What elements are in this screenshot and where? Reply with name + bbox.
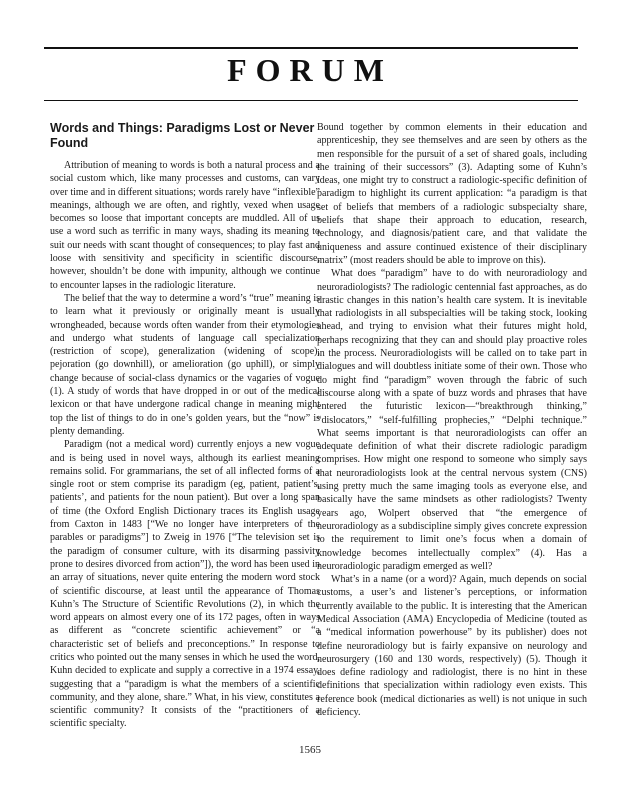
paragraph: Bound together by common elements in their education and apprenticeship, they see themselves and are seen by others as the men responsible for the pursuit of a set of shared goals, including the training of their successors” (3). Adapting some of Kuhn’s ideas, one might try to construct a radiologic-specific definition of paradigm to highlight its current application: “a paradigm is that set of beliefs that members of a radiologic subspecialty share, beliefs that shape their approach to education, research, technology, and diagnosis/patient care, and that validate the uniqueness and assure continued existence of their disciplinary matrix” (most readers should be able to improve on this). <box>317 122 587 266</box>
article-title: Words and Things: Paradigms Lost or Never Found <box>50 121 315 150</box>
paragraph: Paradigm (not a medical word) currently enjoys a new vogue and is being used in novel ways, although its earliest meaning remains solid. For grammarians, the set of all inflected forms of a single root or stem comprise its paradigm (eg, patient, patient’s, patients’, and patients for the noun patient). But over a long span of time (the Oxford English Dictionary traces its English usage from Caxton in 1483 [“We no longer have interpreters of the parables or paradigms”] to Zweig in 1976 [“The television set is the paradigm of consumer culture, with its disarming passivity prone to desires divorced from action”]), the word has been used in an array of situations, never quite entering the modern word stock of scientific discourse, at least until the appearance of Thomas Kuhn’s The Structure of Scientific Revolutions (2), in which the word appears on almost every one of its 172 pages, often in ways as different as “concrete scientific achievement” or “a characteristic set of beliefs and preconceptions.” In response to critics who pointed out the many senses in which he used the word, Kuhn decided to explicate and supply a corrective in a 1974 essay, suggesting that a “paradigm is what the members of a scientific community, and they alone, share.” What, in his view, constitutes a scientific community? It consists of the “practitioners of a scientific specialty. <box>50 439 320 730</box>
section-heading: FORUM <box>227 52 393 88</box>
paragraph: What’s in a name (or a word)? Again, much depends on social customs, a user’s and listener’s perceptions, or information currently available to the public. It is interesting that the American Medical Association (AMA) Encyclopedia of Medicine (touted as a “medical information powerhouse” by its publisher) does not define neuroradiology but is fairly expansive on neurology and neurosurgery (160 and 130 words, respectively) (5). Though it does define radiology and radiologist, there is no hint in these definitions that specialization within radiology even exists. This reference book (medical dictionaries as well) is not unique in such deficiency. <box>317 574 587 719</box>
masthead-bottom-rule <box>44 100 578 101</box>
right-column <box>317 121 587 719</box>
paragraph: The belief that the way to determine a word’s “true” meaning is to learn what it previously or originally meant is usually wrongheaded, because words often wander from their etymologies and undergo what students of language call specialization (restriction of scope), generalization (widening of scope), pejoration (go downhill), or amelioration (go uphill), or simply change because of social-class dynamics or the vagaries of vogue (1). A study of words that have dropped in or out of the medical lexicon or that have undergone radical change in meaning might top the list of things to do in one’s golden years, but the “now” is plenty demanding. <box>50 292 320 437</box>
page-number: 1565 <box>299 744 321 756</box>
left-column <box>50 121 320 731</box>
paragraph: Attribution of meaning to words is both a natural process and a social custom which, like many processes and customs, can vary over time and in different situations; words rarely have “inflexible” meanings, although we are often, and rightly, vexed when usage becomes so loose that important concepts are muddled. All of us use a word such as terrific in many ways, shading its meaning to suit our needs with scant thought of consequences; to play fast and loose with sensitivity and specificity in scientific discourse, however, shouldn’t be done with impunity, although we continue to encounter lapses in the radiologic literature. <box>50 160 320 291</box>
paragraph: What does “paradigm” have to do with neuroradiology and neuroradiologists? The radiologic centennial fast approaches, as do drastic changes in this nation’s health care system. It is inevitable that radiologists in all subspecialties will be taking stock, looking ahead, and trying to envision what their futures might hold, perhaps recognizing that they can and should play proactive roles in the process. Neuroradiologists will be called on to take part in dialogues and will doubtless initiate some of their own. Those who do might find “paradigm” woven through the fabric of such discourse along with a spate of buzz words and phrases that have entered the futuristic lexicon—“breakthrough thinking,” “dislocators,” “self-fulfilling prophecies,” “Delphi technique.” What seems important is that neuroradiologists can offer an adequate definition of what their discrete radiologic paradigm comprises. How might one respond to someone who simply says that neuroradiologists look at the central nervous system (CNS) using pretty much the same imaging tools as everyone else, and basically have the same mindsets as other radiologists? Twenty years ago, Wolpert observed that “the emergence of neuroradiology as a subdiscipline simply gives concrete expression to the requirement to limit one’s focus when a domain of knowledge becomes intellectually complex” (4). Has a neuroradiologic paradigm emerged as well? <box>317 268 587 572</box>
masthead-top-rule <box>44 47 578 49</box>
